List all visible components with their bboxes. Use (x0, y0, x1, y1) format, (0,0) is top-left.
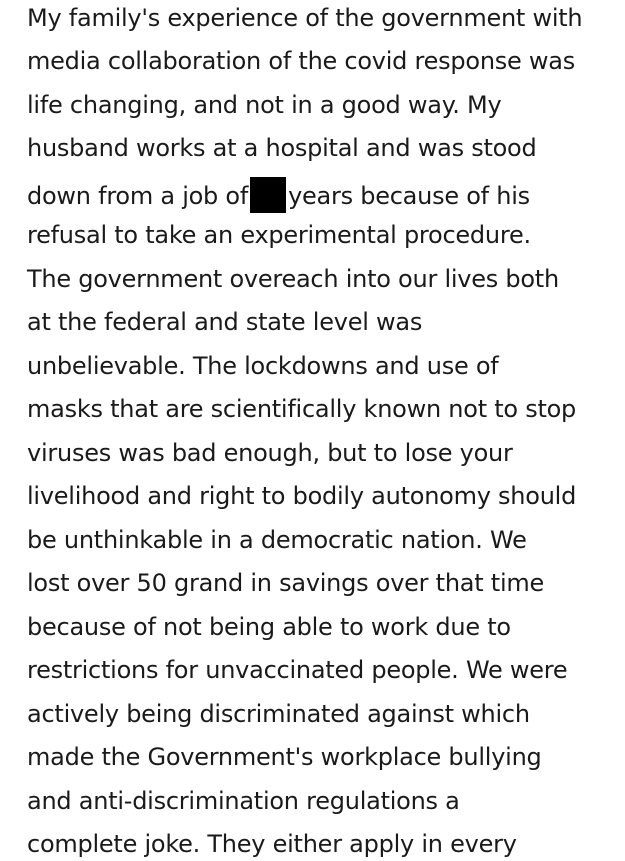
text-line-3: life changing, and not in a good way. My (27, 91, 502, 119)
text-line-1: My family's experience of the government with (27, 4, 583, 32)
text-line-11: viruses was bad enough, but to lose your (27, 439, 513, 467)
page-footer-mark (3, 855, 173, 861)
text-line-20: complete joke. They either apply in every (27, 830, 517, 858)
text-line-10: masks that are scientifically known not to stop (27, 395, 577, 423)
text-line-16: restrictions for unvaccinated people. We were (27, 656, 568, 684)
redaction-box (250, 177, 286, 213)
text-line-5-after: years because of his (288, 182, 530, 210)
text-line-8: at the federal and state level was (27, 308, 423, 336)
text-line-5-before: down from a job of (27, 182, 249, 210)
text-line-14: lost over 50 grand in savings over that time (27, 569, 544, 597)
text-line-9: unbelievable. The lockdowns and use of (27, 352, 499, 380)
text-line-17: actively being discriminated against which (27, 700, 530, 728)
text-line-18: made the Government's workplace bullying (27, 743, 542, 771)
text-line-15: because of not being able to work due to (27, 613, 511, 641)
text-line-4: husband works at a hospital and was stood (27, 134, 537, 162)
text-line-13: be unthinkable in a democratic nation. We (27, 526, 527, 554)
text-line-6: refusal to take an experimental procedure. (27, 221, 531, 249)
text-line-2: media collaboration of the covid response was (27, 47, 576, 75)
text-line-7: The government overeach into our lives both (27, 265, 559, 293)
text-line-5 (27, 177, 530, 213)
text-line-19: and anti-discrimination regulations a (27, 787, 460, 815)
text-line-12: livelihood and right to bodily autonomy should (27, 482, 577, 510)
